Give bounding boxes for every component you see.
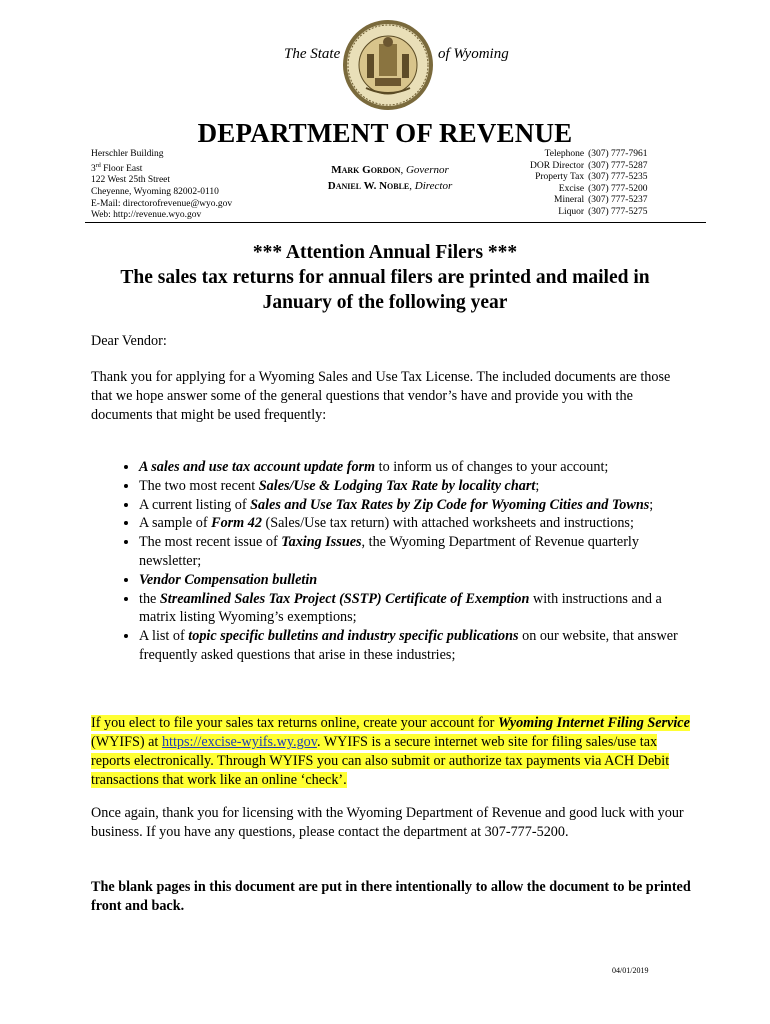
headline (80, 240, 690, 315)
online-filing-paragraph: If you elect to file your sales tax returns online, create your account for Wyoming Internet Filing Service (WYIFS) at https://excise-wyifs.wy.gov. WYIFS is a secure internet web site for filing sales/use tax reports electronically. Through WYIFS you can also submit or authorize tax payments via ACH Debit transactions that work like an online ‘check’. (91, 715, 690, 788)
print-notice: The blank pages in this document are put in there intentionally to allow the document to be printed front and back. (91, 879, 691, 914)
director-title: Director (414, 180, 453, 192)
address-line: 122 West 25th Street (91, 175, 171, 186)
salutation: Dear Vendor: (91, 333, 167, 349)
governor-title: Governor (405, 164, 449, 176)
list-item: • A sales and use tax account update form to inform us of changes to your account; (139, 458, 691, 477)
phone-row: DOR Director (307) 777-5287 (530, 160, 648, 171)
address-line: Cheyenne, Wyoming 82002-0110 (91, 186, 219, 197)
wyifs-link[interactable]: https://excise-wyifs.wy.gov (161, 734, 317, 750)
footer-date: 04/01/2019 (612, 966, 649, 975)
list-item: • the Streamlined Sales Tax Project (SSTP) Certificate of Exemption with instructions and a matrix listing Wyoming’s exemptions; (139, 590, 691, 628)
header-divider (85, 222, 706, 223)
director-name: Daniel W. Noble (327, 180, 410, 192)
list-item: • A current listing of Sales and Use Tax Rates by Zip Code for Wyoming Cities and Towns; (139, 496, 691, 515)
wyoming-seal-icon (341, 18, 435, 112)
officials-block: Mark Gordon, Governor Daniel W. Noble, Director (327, 164, 453, 192)
headline-line: January of the following year (262, 292, 508, 313)
headline-line: *** Attention Annual Filers *** (252, 242, 518, 263)
list-item: • Vendor Compensation bulletin (139, 571, 691, 590)
address-line: 3rd Floor East (91, 162, 143, 174)
documents-list (91, 458, 691, 665)
email-line: E-Mail: directorofrevenue@wyo.gov (91, 198, 233, 209)
phone-directory (530, 149, 647, 219)
address-line: Herschler Building (91, 149, 164, 159)
phone-row: Liquor (307) 777-5275 (558, 206, 648, 217)
state-label-left: The State (284, 46, 341, 62)
address-block (91, 149, 232, 222)
closing-paragraph: Once again, thank you for licensing with the Wyoming Department of Revenue and good luck with your business. If you have any questions, please contact the department at 307-777-5200. (91, 805, 684, 840)
intro-paragraph: Thank you for applying for a Wyoming Sales and Use Tax License. The included documents are those that we hope answer some of the general questions that vendor’s have and provide you with the documents that might be used frequently: (91, 369, 671, 423)
list-item: • A list of topic specific bulletins and industry specific publications on our website, that answer frequently asked questions that arise in these industries; (139, 627, 691, 665)
list-item: • The two most recent Sales/Use & Lodging Tax Rate by locality chart; (139, 477, 691, 496)
list-item: • The most recent issue of Taxing Issues, the Wyoming Department of Revenue quarterly newsletter; (139, 533, 691, 571)
phone-row: Telephone (307) 777-7961 (544, 149, 648, 159)
phone-row: Mineral (307) 777-5237 (554, 195, 648, 206)
list-item: • A sample of Form 42 (Sales/Use tax return) with attached worksheets and instructions; (139, 514, 691, 533)
web-line: Web: http://revenue.wyo.gov (91, 210, 202, 221)
state-label-right: of Wyoming (438, 46, 509, 62)
phone-row: Property Tax (307) 777-5235 (535, 172, 648, 183)
department-title: DEPARTMENT OF REVENUE (197, 118, 573, 148)
governor-name: Mark Gordon (331, 164, 401, 176)
phone-row: Excise (307) 777-5200 (558, 183, 648, 194)
headline-line: The sales tax returns for annual filers are printed and mailed in (120, 267, 650, 288)
